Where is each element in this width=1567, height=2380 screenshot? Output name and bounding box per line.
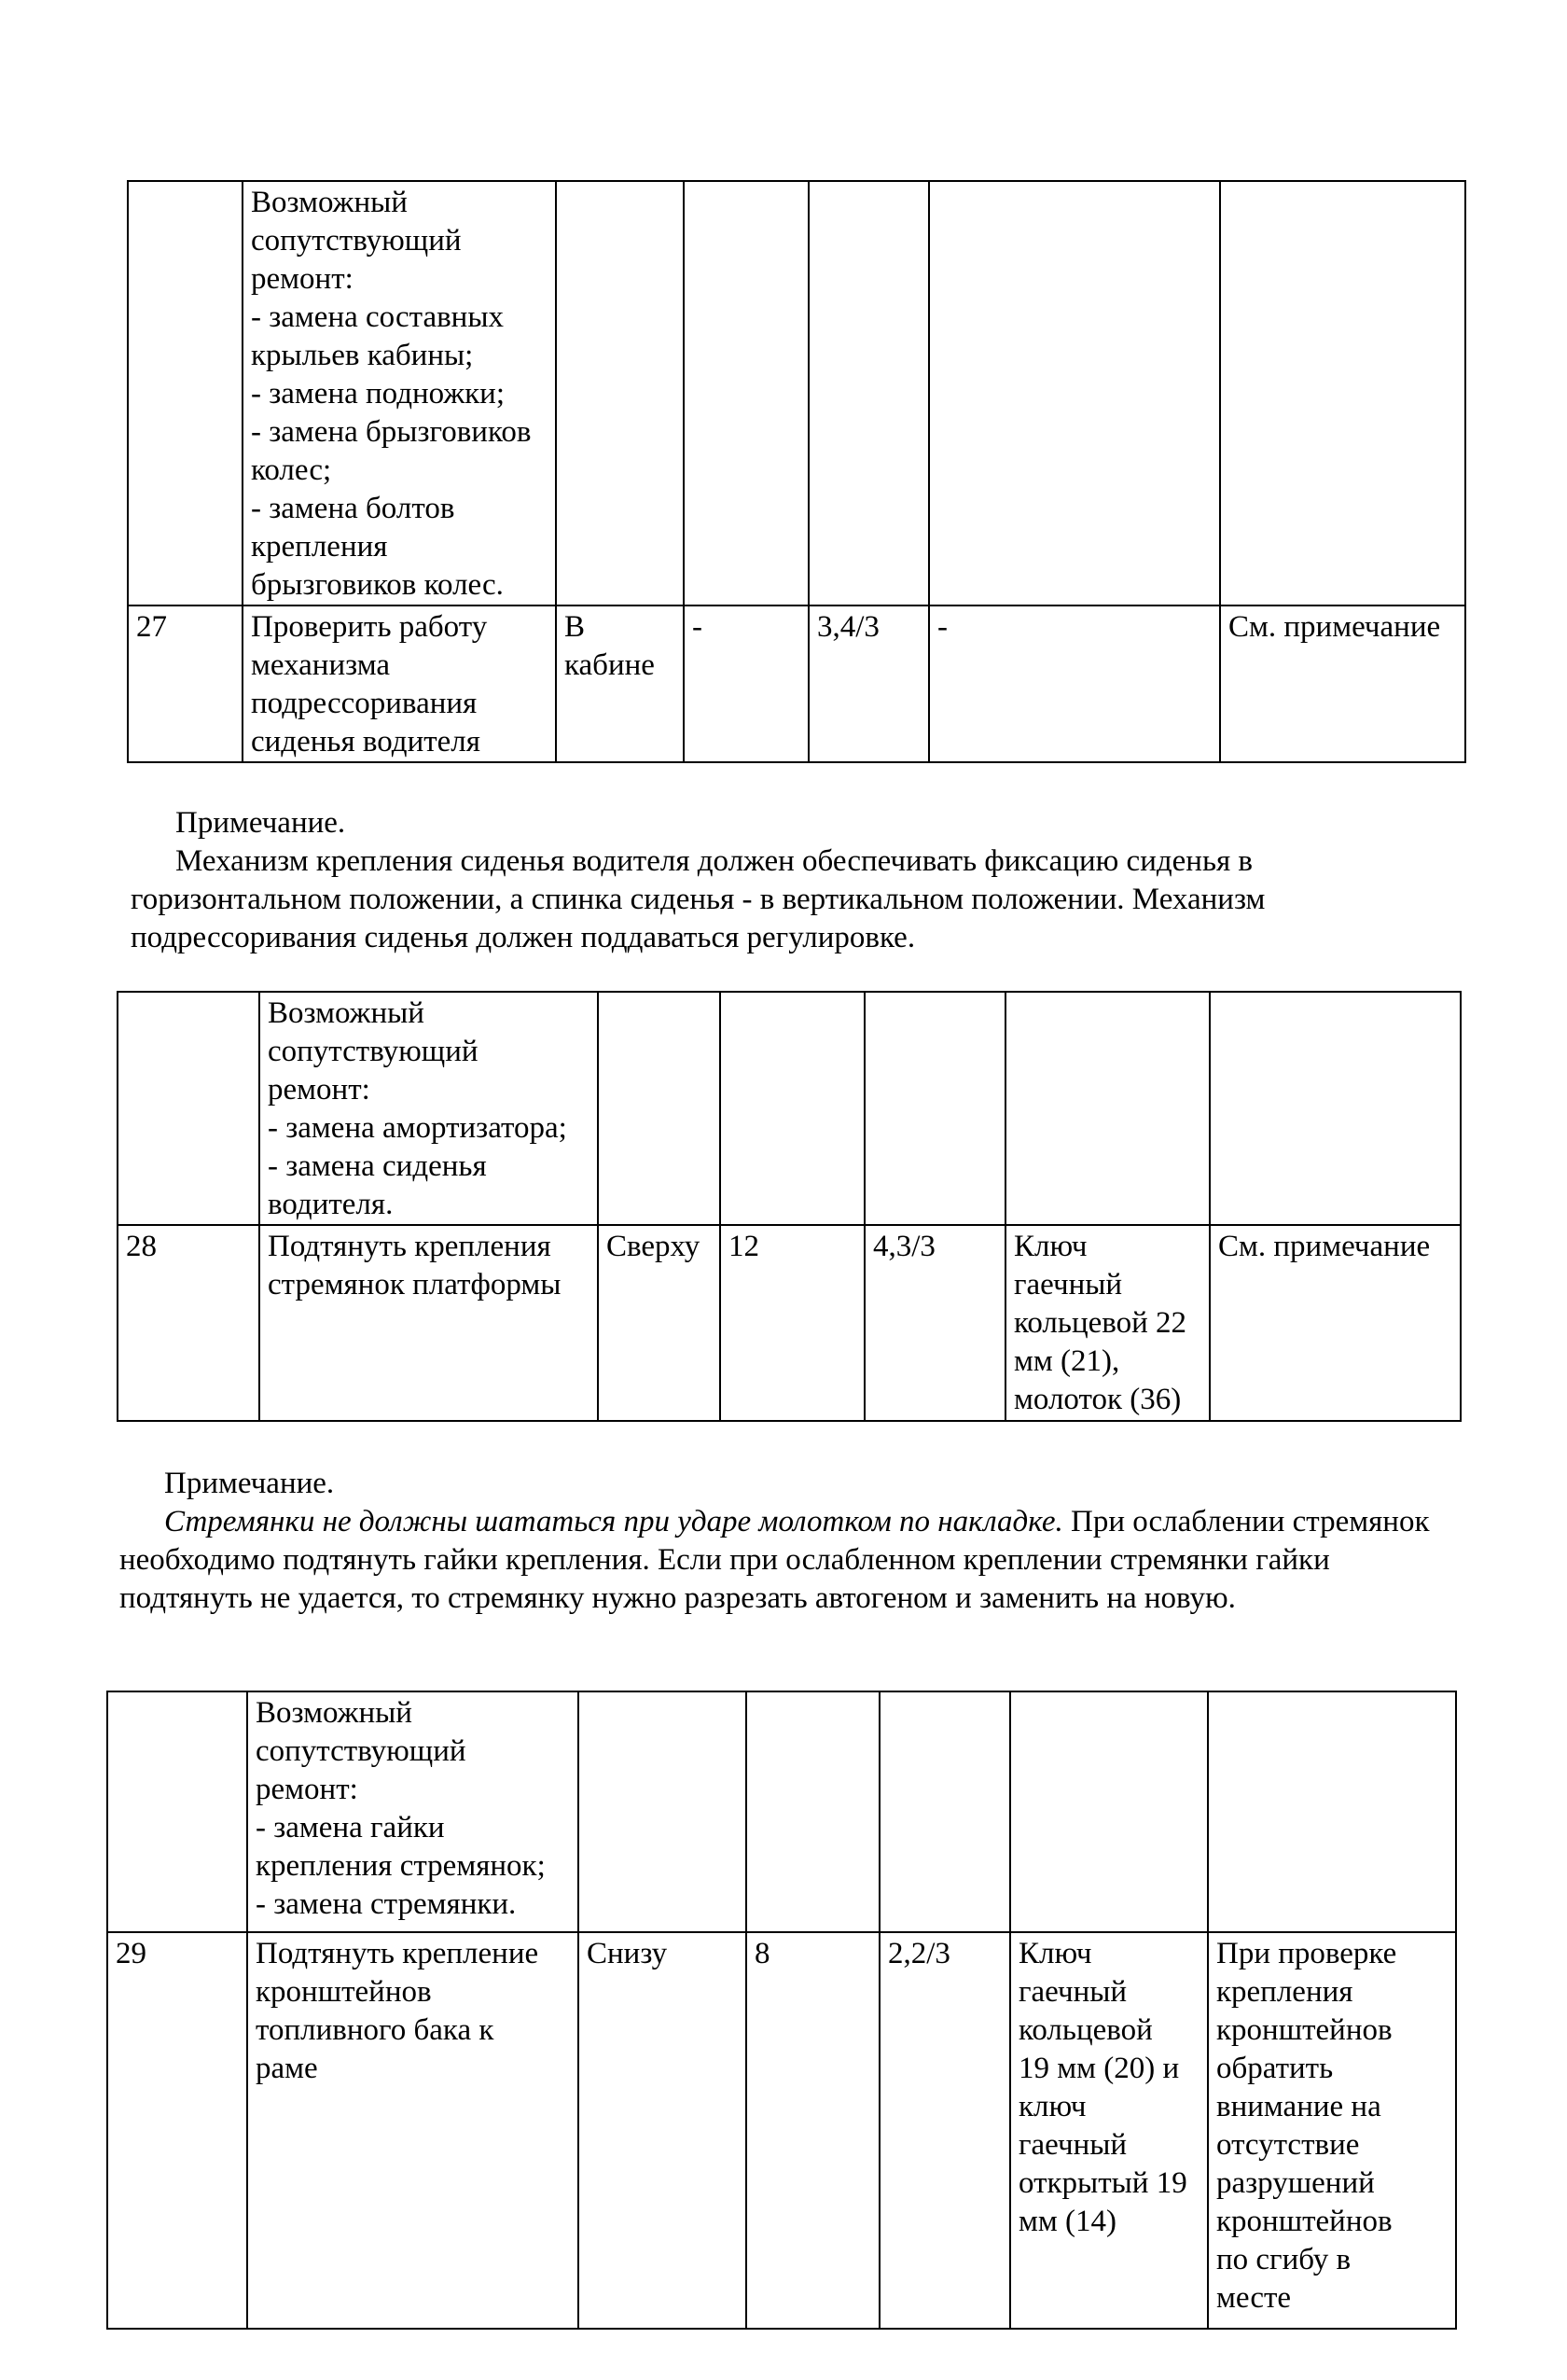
table-row bbox=[128, 605, 1465, 762]
count-text: - bbox=[684, 605, 809, 762]
note-paragraph bbox=[119, 1503, 1455, 1618]
count-text: 8 bbox=[746, 1932, 880, 2329]
note-block-2 bbox=[119, 1465, 1455, 1618]
maintenance-table-29 bbox=[106, 1691, 1457, 2330]
operation-text: Проверить работу механизма подрессоривания сиденья водителя bbox=[243, 605, 556, 762]
labor-text: 4,3/3 bbox=[865, 1225, 1005, 1421]
related-repair-row bbox=[107, 1691, 1456, 1932]
note-text: Механизм крепления сиденья водителя должен обеспечивать фиксацию сиденья в горизонтальном положении, а спинка сиденья - в вертикальном положении. Механизм подрессоривания сиденья должен поддаваться регулировке. bbox=[131, 844, 1266, 954]
note-title: Примечание. bbox=[164, 1467, 335, 1500]
note-block-1 bbox=[131, 804, 1455, 957]
labor-text: 2,2/3 bbox=[880, 1932, 1010, 2329]
related-repair-row bbox=[128, 181, 1465, 605]
tools-text: - bbox=[929, 605, 1220, 762]
tools-text: Ключ гаечный кольцевой 22 мм (21), молоток (36) bbox=[1005, 1225, 1210, 1421]
related-repair-text: Возможный сопутствующий ремонт: - замена амортизатора; - замена сиденья водителя. bbox=[259, 992, 598, 1225]
row-number: 29 bbox=[107, 1932, 247, 2329]
maintenance-table-28 bbox=[117, 991, 1462, 1422]
related-repair-text: Возможный сопутствующий ремонт: - замена гайки крепления стремянок; - замена стремянки. bbox=[247, 1691, 578, 1932]
row-number: 27 bbox=[128, 605, 243, 762]
location-text: Сверху bbox=[598, 1225, 720, 1421]
location-text: Снизу bbox=[578, 1932, 746, 2329]
operation-text: Подтянуть крепления стремянок платформы bbox=[259, 1225, 598, 1421]
location-text: В кабине bbox=[556, 605, 684, 762]
row-number: 28 bbox=[118, 1225, 259, 1421]
note-text: При ослаблении стремянок необходимо подтянуть гайки крепления. Если при ослабленном креплении стремянки гайки подтянуть не удается, то стремянку нужно разрезать автогеном и заменить на новую. bbox=[119, 1505, 1430, 1615]
related-repair-row bbox=[118, 992, 1461, 1225]
operation-text: Подтянуть крепление кронштейнов топливного бака к раме bbox=[247, 1932, 578, 2329]
requirements-text: См. примечание bbox=[1220, 605, 1465, 762]
table-row bbox=[107, 1932, 1456, 2329]
maintenance-table-27 bbox=[127, 180, 1466, 763]
count-text: 12 bbox=[720, 1225, 865, 1421]
related-repair-text: Возможный сопутствующий ремонт: - замена составных крыльев кабины; - замена подножки; - замена брызговиков колес; - замена болтов крепления брызговиков колес. bbox=[243, 181, 556, 605]
labor-text: 3,4/3 bbox=[809, 605, 929, 762]
requirements-text: При проверке крепления кронштейнов обратить внимание на отсутствие разрушений кронштейнов по сгибу в месте bbox=[1208, 1932, 1456, 2329]
note-title: Примечание. bbox=[175, 806, 346, 840]
note-italic-text: Стремянки не должны шататься при ударе молотком по накладке. bbox=[164, 1505, 1063, 1538]
tools-text: Ключ гаечный кольцевой 19 мм (20) и ключ гаечный открытый 19 мм (14) bbox=[1010, 1932, 1208, 2329]
table-row bbox=[118, 1225, 1461, 1421]
requirements-text: См. примечание bbox=[1210, 1225, 1461, 1421]
